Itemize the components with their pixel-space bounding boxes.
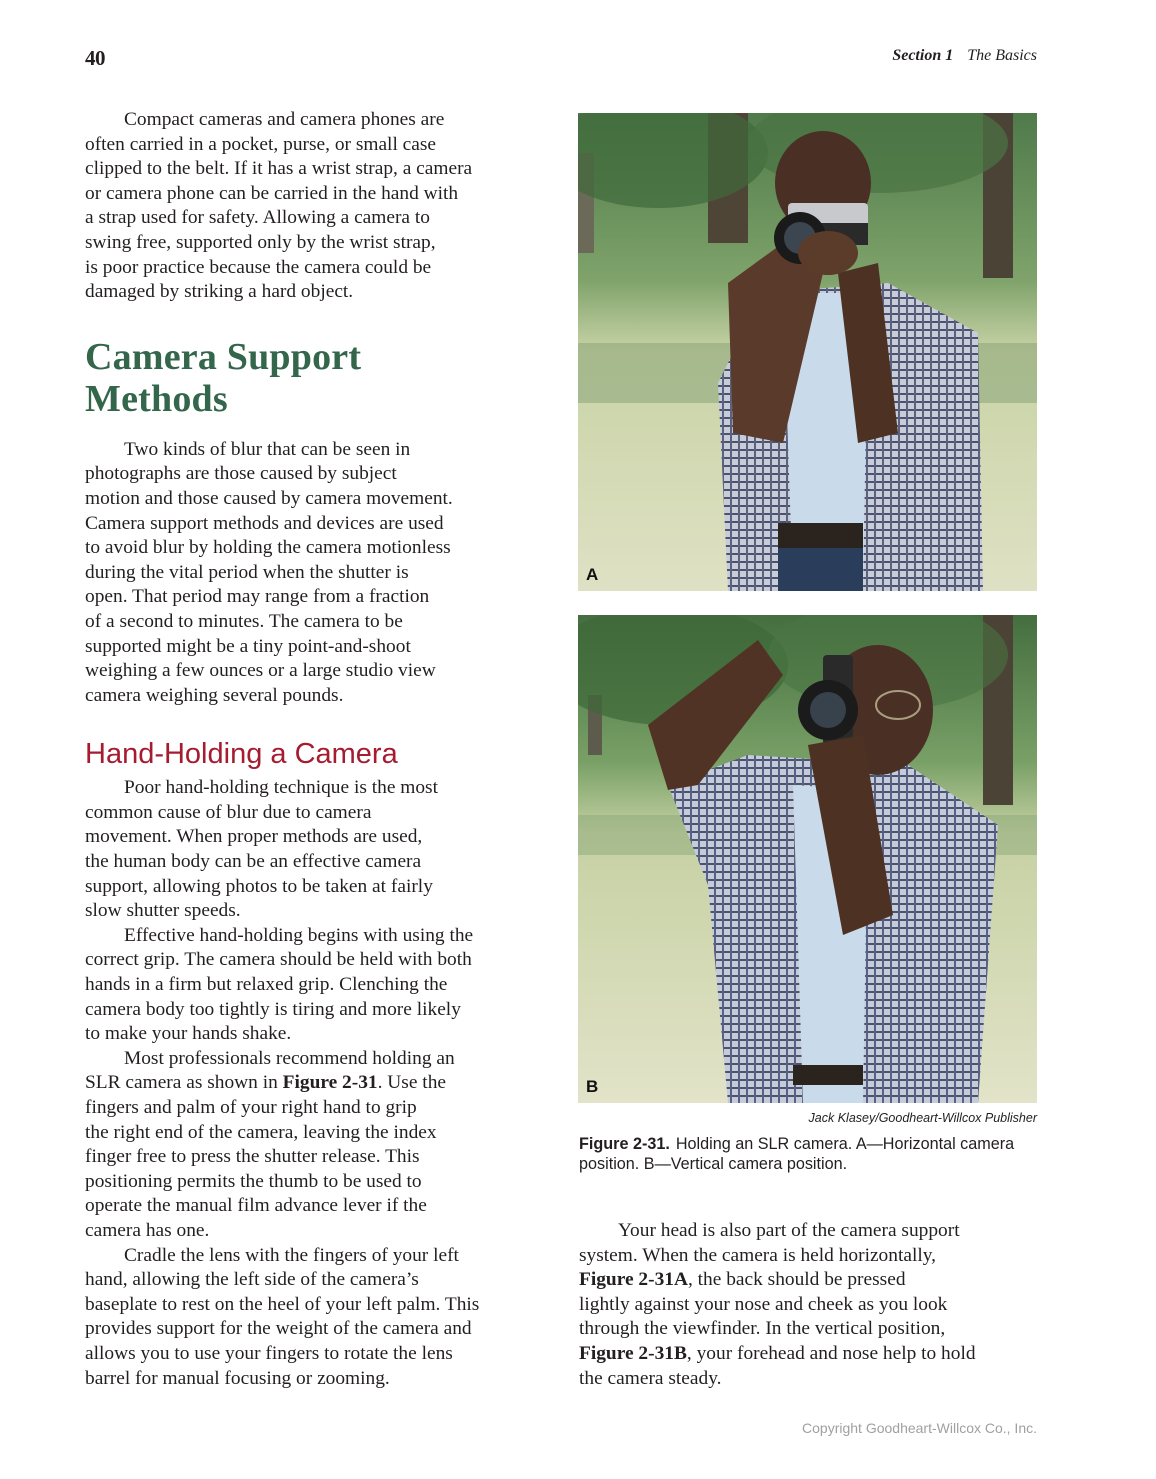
handholding-paragraph-2	[85, 924, 547, 1047]
figure-caption	[579, 1134, 1039, 1174]
figure-caption-label: Figure 2-31.	[579, 1135, 670, 1153]
text-line	[579, 1268, 1041, 1293]
text-line: hands in a firm but relaxed grip. Clenching the	[85, 974, 448, 996]
text-line: of a second to minutes. The camera to be	[85, 610, 403, 632]
text-line: to avoid blur by holding the camera motionless	[85, 537, 451, 559]
text-line: fingers and palm of your right hand to grip	[85, 1097, 417, 1118]
section-title: The Basics	[967, 47, 1037, 64]
text-line: damaged by striking a hard object.	[85, 281, 354, 303]
text-line: often carried in a pocket, purse, or small case	[85, 133, 437, 155]
text-line: to make your hands shake.	[85, 1023, 292, 1045]
left-column	[85, 108, 547, 1391]
text-line: provides support for the weight of the camera and	[85, 1318, 472, 1340]
text-line: lightly against your nose and cheek as you look	[579, 1293, 948, 1315]
text-line	[85, 1071, 547, 1096]
text-line: the human body can be an effective camera	[85, 851, 422, 873]
text-line: is poor practice because the camera could be	[85, 256, 432, 278]
text-line: system. When the camera is held horizontally,	[579, 1244, 937, 1266]
photo-horizontal-camera-position	[578, 113, 1037, 591]
text-line: during the vital period when the shutter is	[85, 561, 409, 583]
text-line: camera weighing several pounds.	[85, 684, 344, 706]
section-label: Section 1	[892, 47, 954, 64]
text-line: allows you to use your fingers to rotate the lens	[85, 1342, 453, 1364]
text-line: the right end of the camera, leaving the index	[85, 1121, 437, 1143]
text-line: Two kinds of blur that can be seen in	[124, 438, 411, 460]
text-segment: , your forehead and nose help to hold	[686, 1342, 976, 1364]
figure-reference: Figure 2-31A	[579, 1269, 688, 1291]
text-line: through the viewfinder. In the vertical position,	[579, 1318, 946, 1340]
text-line: camera has one.	[85, 1219, 210, 1241]
text-line: slow shutter speeds.	[85, 900, 241, 922]
text-line: photographs are those caused by subject	[85, 463, 397, 485]
text-line: support, allowing photos to be taken at fairly	[85, 875, 433, 897]
text-line: Camera support methods and devices are used	[85, 512, 444, 534]
text-line	[579, 1342, 1041, 1367]
figure-reference: Figure 2-31B	[579, 1342, 687, 1364]
text-line: swing free, supported only by the wrist strap,	[85, 231, 436, 253]
text-line: camera body too tightly is tiring and more likely	[85, 998, 461, 1020]
photo-label-b: B	[586, 1077, 599, 1096]
handholding-paragraph-1	[85, 776, 547, 924]
photo-label-a: A	[586, 565, 599, 584]
figure-photo-a-horizontal	[578, 113, 1037, 591]
head-support-paragraph	[579, 1219, 1041, 1391]
subsection-heading: Hand-Holding a Camera	[85, 738, 398, 771]
text-segment: , the back should be pressed	[687, 1269, 906, 1291]
figure-reference: Figure 2-31	[282, 1072, 378, 1094]
support-paragraph	[85, 438, 547, 709]
figure-caption-text: Holding an SLR camera. A—Horizontal camera position. B—Vertical camera position.	[579, 1135, 1015, 1173]
photo-credit: Jack Klasey/Goodheart-Willcox Publisher	[808, 1111, 1037, 1125]
text-line: open. That period may range from a fraction	[85, 586, 430, 608]
handholding-paragraph-4	[85, 1244, 547, 1392]
text-line: Cradle the lens with the fingers of your left	[124, 1244, 459, 1266]
text-line: Compact cameras and camera phones are	[124, 109, 445, 130]
text-line: clipped to the belt. If it has a wrist strap, a camera	[85, 158, 473, 180]
text-line: positioning permits the thumb to be used to	[85, 1170, 422, 1192]
text-line: Poor hand-holding technique is the most	[124, 777, 438, 799]
section-heading	[85, 336, 547, 420]
figure-photo-b-vertical	[578, 615, 1037, 1103]
text-line: hand, allowing the left side of the camera’s	[85, 1269, 419, 1291]
text-line: the camera steady.	[579, 1367, 722, 1389]
text-line: correct grip. The camera should be held with both	[85, 949, 472, 971]
text-line: baseplate to rest on the heel of your left palm. This	[85, 1293, 480, 1315]
text-line: motion and those caused by camera movement.	[85, 487, 453, 509]
right-column-text	[579, 1219, 1041, 1391]
text-line: Effective hand-holding begins with using the	[124, 924, 474, 946]
text-segment: SLR camera as shown in	[85, 1072, 283, 1094]
page-number: 40	[85, 46, 105, 70]
text-line: or camera phone can be carried in the hand with	[85, 182, 459, 204]
text-line: barrel for manual focusing or zooming.	[85, 1367, 390, 1389]
photo-vertical-camera-position	[578, 615, 1037, 1103]
intro-paragraph	[85, 108, 547, 305]
text-line: supported might be a tiny point-and-shoot	[85, 635, 411, 657]
text-segment: . Use the	[377, 1072, 446, 1094]
text-line: Most professionals recommend holding an	[124, 1047, 455, 1069]
running-head	[892, 47, 1037, 65]
heading-line: Camera Support	[85, 335, 362, 378]
text-line: a strap used for safety. Allowing a camera to	[85, 207, 430, 229]
text-line: Your head is also part of the camera support	[618, 1220, 960, 1241]
text-line: movement. When proper methods are used,	[85, 826, 423, 848]
copyright-footer: Copyright Goodheart-Willcox Co., Inc.	[802, 1420, 1037, 1436]
text-line: operate the manual film advance lever if the	[85, 1195, 427, 1217]
heading-line: Methods	[85, 377, 228, 420]
text-line: common cause of blur due to camera	[85, 801, 372, 823]
handholding-paragraph-3	[85, 1047, 547, 1244]
text-line: weighing a few ounces or a large studio view	[85, 660, 436, 682]
text-line: finger free to press the shutter release. This	[85, 1146, 420, 1168]
